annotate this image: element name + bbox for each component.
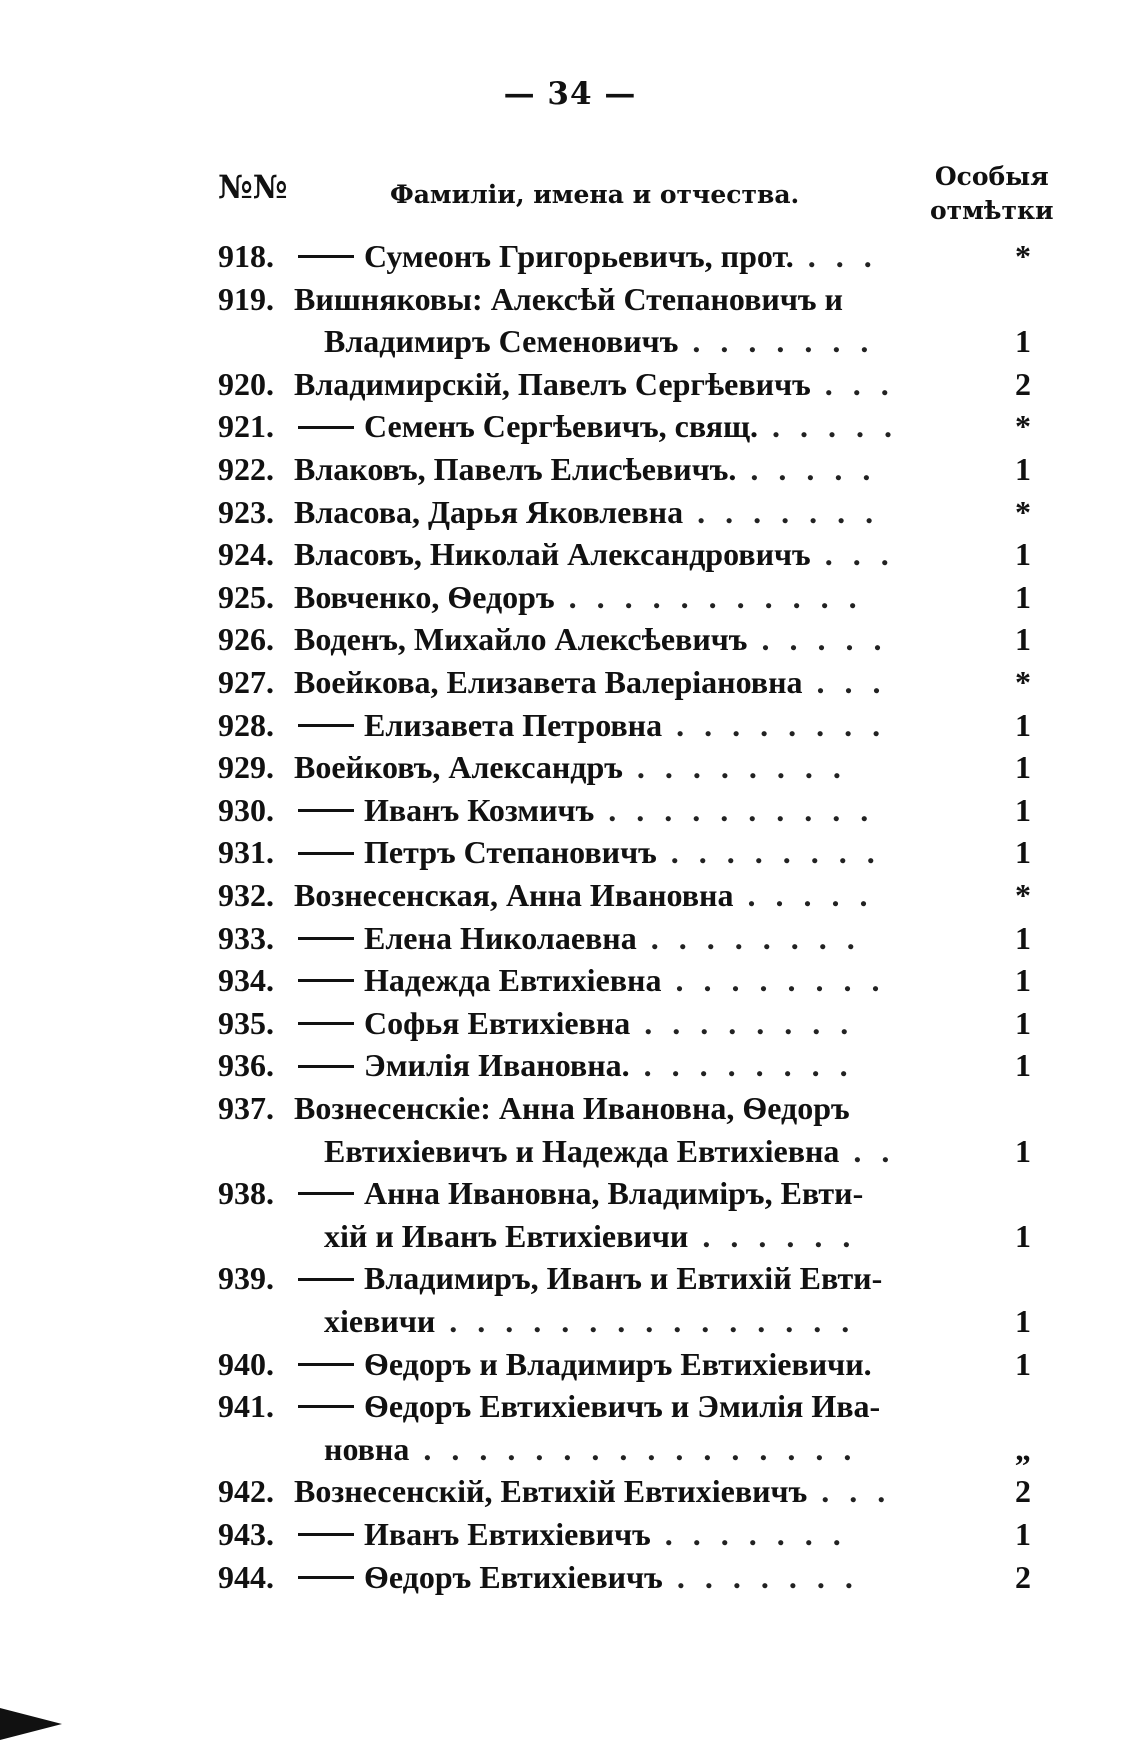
entry-name: Владимирскій, Павелъ Сергѣевичъ	[294, 365, 811, 402]
entry-mark: „	[1015, 1430, 1031, 1467]
entry-mark: 1	[1015, 1047, 1031, 1084]
entry-name: Анна Ивановна, Владиміръ, Евти-	[364, 1175, 864, 1212]
entry-number: 936.	[218, 1047, 274, 1084]
entry-line	[218, 1045, 1040, 1085]
entry-name: Петръ Степановичъ	[364, 834, 657, 871]
entry-line	[218, 1216, 1040, 1256]
entry-line	[218, 1429, 1040, 1469]
dot-leaders: . . .	[807, 1473, 892, 1510]
entry-mark: 1	[1015, 919, 1031, 956]
entry-number: 943.	[218, 1516, 274, 1552]
entry-line	[218, 449, 1040, 489]
ditto-dash	[298, 1192, 354, 1195]
ditto-dash	[298, 1278, 354, 1281]
page-arrow-mark	[0, 1708, 62, 1740]
entry-text	[324, 1429, 996, 1469]
entry-text	[294, 747, 996, 787]
entry-number: 926.	[218, 621, 274, 658]
entry-number: 924.	[218, 536, 274, 573]
entry-name: Евтихіевичъ и Надежда Евтихіевна	[324, 1132, 840, 1169]
entry-name: Вознесенскіе: Анна Ивановна, Ѳедоръ	[294, 1090, 850, 1126]
dot-leaders: . . .	[810, 365, 895, 402]
entry-text	[294, 406, 996, 446]
ditto-dash	[298, 724, 354, 727]
entry-name: Воейковъ, Александръ	[294, 749, 623, 786]
dot-leaders: . . .	[802, 664, 887, 700]
dot-leaders: . . . . . . . . . .	[594, 791, 875, 828]
entry-name: Ѳедоръ Евтихіевичъ	[364, 1558, 663, 1595]
entry-mark: *	[1015, 664, 1031, 700]
entry-number: 933.	[218, 919, 274, 956]
entry-name: Софья Евтихіевна	[364, 1004, 631, 1041]
entry-text	[324, 1216, 996, 1256]
entry-mark: 1	[1015, 706, 1031, 743]
entry-text	[294, 534, 996, 574]
entry-name: Влаковъ, Павелъ Елисѣевичъ.	[294, 451, 737, 487]
ditto-dash	[298, 809, 354, 812]
entry-mark: 1	[1015, 834, 1031, 871]
entry-name: Вознесенская, Анна Ивановна	[294, 877, 734, 913]
entry-line	[218, 619, 1040, 659]
entry-number: 941.	[218, 1388, 274, 1425]
entry-line	[218, 918, 1040, 958]
entry-number: 923.	[218, 493, 274, 530]
entry-mark: 1	[1015, 962, 1031, 999]
entry-text	[294, 662, 996, 702]
entry-number: 934.	[218, 962, 274, 999]
entry-text	[294, 1344, 996, 1384]
entry-mark: 1	[1015, 621, 1031, 658]
entry-name: Ѳедоръ и Владимиръ Евтихіевичи.	[364, 1345, 872, 1382]
dot-leaders: . . . . .	[733, 877, 874, 913]
entry-mark: 1	[1015, 749, 1031, 786]
entry-line	[218, 236, 1040, 276]
entry-name: Надежда Евтихіевна	[364, 962, 662, 999]
dot-leaders: . . . . . . . .	[636, 919, 861, 956]
entry-name: Сумеонъ Григорьевичъ, прот.	[364, 238, 794, 274]
dot-leaders: . . . . . . . .	[622, 749, 847, 786]
dot-leaders: . . . . . . . .	[630, 1004, 855, 1041]
dot-leaders: . . . . . . .	[683, 493, 880, 530]
entry-line	[218, 662, 1040, 702]
entry-text	[294, 1471, 996, 1511]
entry-text	[324, 1131, 996, 1171]
ditto-dash	[298, 979, 354, 982]
entry-number: 927.	[218, 664, 274, 700]
entry-number: 940.	[218, 1345, 274, 1382]
entry-line	[218, 705, 1040, 745]
entry-text	[294, 279, 996, 319]
entry-mark: 1	[1015, 791, 1031, 828]
entry-name: Власова, Дарья Яковлевна	[294, 493, 684, 530]
dot-leaders: . . . . .	[747, 621, 888, 658]
entry-text	[294, 236, 996, 276]
entry-text	[324, 321, 996, 361]
dot-leaders: . . .	[793, 238, 878, 274]
ditto-dash	[298, 1405, 354, 1408]
entry-text	[294, 1557, 996, 1597]
entry-mark: 2	[1015, 1558, 1031, 1595]
dot-leaders: . .	[839, 1132, 896, 1169]
entry-mark: 1	[1015, 1132, 1031, 1169]
entry-line	[218, 875, 1040, 915]
entry-name: Иванъ Козмичъ	[364, 791, 595, 828]
entry-number: 938.	[218, 1175, 274, 1212]
entry-number: 928.	[218, 706, 274, 743]
entry-line	[218, 1301, 1040, 1341]
entry-name: Иванъ Евтихіевичъ	[364, 1516, 651, 1552]
entry-mark: 1	[1015, 1303, 1031, 1339]
entry-mark: *	[1015, 493, 1031, 530]
entry-text	[294, 918, 996, 958]
dot-leaders: . . . . . . . .	[629, 1047, 854, 1084]
entry-text	[324, 1301, 996, 1341]
entry-line	[218, 577, 1040, 617]
entry-mark: 1	[1015, 451, 1031, 487]
entry-text	[294, 364, 996, 404]
entry-name: новна	[324, 1430, 410, 1467]
entry-mark: *	[1015, 238, 1031, 274]
entry-text	[294, 1514, 996, 1554]
entry-number: 942.	[218, 1473, 274, 1510]
entry-line	[218, 1131, 1040, 1171]
entry-text	[294, 1003, 996, 1043]
entry-mark: 1	[1015, 1345, 1031, 1382]
entry-number: 918.	[218, 238, 274, 274]
entry-text	[294, 1045, 996, 1085]
dot-leaders: . . . . . . . .	[662, 706, 887, 743]
entry-name: Власовъ, Николай Александровичъ	[294, 536, 811, 573]
entry-number: 931.	[218, 834, 274, 871]
entry-text	[294, 1386, 996, 1426]
notes-header-line2: отмѣтки	[930, 196, 1054, 225]
entry-line	[218, 1173, 1040, 1213]
entry-name: Воденъ, Михайло Алексѣевичъ	[294, 621, 748, 658]
entry-number: 921.	[218, 408, 274, 445]
entry-line	[218, 747, 1040, 787]
entry-line	[218, 1003, 1040, 1043]
entry-number: 929.	[218, 749, 274, 786]
entry-mark: 2	[1015, 1473, 1031, 1510]
entry-name: хій и Иванъ Евтихіевичи	[324, 1217, 689, 1254]
entry-line	[218, 1557, 1040, 1597]
entry-line	[218, 534, 1040, 574]
dot-leaders: . . . . . . . . . . . . . . . .	[409, 1430, 858, 1467]
entry-name: Елизавета Петровна	[364, 706, 663, 743]
entry-line	[218, 1386, 1040, 1426]
entry-number: 935.	[218, 1004, 274, 1041]
entry-name: Воейкова, Елизавета Валеріановна	[294, 664, 803, 700]
number-column-header: №№	[218, 168, 288, 206]
ditto-dash	[298, 1022, 354, 1025]
dot-leaders: . . . . . . .	[650, 1516, 847, 1552]
dot-leaders: . . . . .	[758, 408, 899, 445]
dot-leaders: . . . . . . . .	[656, 834, 881, 871]
entry-mark: 1	[1015, 1004, 1031, 1041]
entry-text	[294, 875, 996, 915]
ditto-dash	[298, 426, 354, 429]
entry-text	[294, 1173, 996, 1213]
page-number: — 34 —	[503, 76, 637, 112]
dot-leaders: . . . . . . .	[678, 323, 875, 360]
entry-number: 944.	[218, 1558, 274, 1595]
entry-number: 920.	[218, 365, 274, 402]
entry-line	[218, 960, 1040, 1000]
entry-text	[294, 449, 996, 489]
entry-text	[294, 619, 996, 659]
entry-line	[218, 1088, 1040, 1128]
entry-text	[294, 1088, 996, 1128]
entry-line	[218, 1258, 1040, 1298]
entry-line	[218, 1514, 1040, 1554]
entry-line	[218, 321, 1040, 361]
entry-number: 919.	[218, 280, 274, 317]
entry-name: хіевичи	[324, 1303, 436, 1339]
dot-leaders: . . . . . . . . . . . . . . .	[435, 1303, 856, 1339]
dot-leaders: . . . . . . .	[662, 1558, 859, 1595]
entry-number: 939.	[218, 1260, 274, 1297]
entry-mark: 1	[1015, 536, 1031, 573]
entry-line	[218, 492, 1040, 532]
entry-number: 932.	[218, 877, 274, 913]
entry-line	[218, 1471, 1040, 1511]
ditto-dash	[298, 852, 354, 855]
entry-number: 925.	[218, 578, 274, 615]
entry-name: Владимиръ, Иванъ и Евтихій Евти-	[364, 1260, 883, 1297]
ditto-dash	[298, 1065, 354, 1068]
entry-number: 922.	[218, 451, 274, 487]
entry-mark: 1	[1015, 323, 1031, 360]
entry-text	[294, 705, 996, 745]
dot-leaders: . . . . .	[736, 451, 877, 487]
ditto-dash	[298, 1363, 354, 1366]
entry-name: Елена Николаевна	[364, 919, 637, 956]
dot-leaders: . . . . . . . .	[661, 962, 886, 999]
entry-line	[218, 279, 1040, 319]
notes-header-line1: Особыя	[934, 162, 1049, 191]
entry-name: Вишняковы: Алексѣй Степановичъ и	[294, 280, 843, 317]
ditto-dash	[298, 937, 354, 940]
entry-mark: 1	[1015, 1217, 1031, 1254]
entry-line	[218, 790, 1040, 830]
entry-mark: 1	[1015, 1516, 1031, 1552]
entry-text	[294, 1258, 996, 1298]
names-column-header: Фамиліи, имена и отчества.	[390, 180, 800, 209]
dot-leaders: . . . . . . . . . . .	[554, 578, 863, 615]
entry-text	[294, 832, 996, 872]
entry-number: 937.	[218, 1090, 274, 1126]
entry-text	[294, 577, 996, 617]
entry-name: Семенъ Сергѣевичъ, свящ.	[364, 408, 759, 445]
entry-mark: *	[1015, 877, 1031, 913]
dot-leaders: . . .	[810, 536, 895, 573]
dot-leaders: . . . . . .	[688, 1217, 857, 1254]
ditto-dash	[298, 1576, 354, 1579]
ditto-dash	[298, 1533, 354, 1536]
entry-line	[218, 1344, 1040, 1384]
entry-mark: 2	[1015, 365, 1031, 402]
entry-number: 930.	[218, 791, 274, 828]
entry-line	[218, 406, 1040, 446]
entry-name: Вознесенскій, Евтихій Евтихіевичъ	[294, 1473, 808, 1510]
entry-name: Владимиръ Семеновичъ	[324, 323, 679, 360]
ditto-dash	[298, 255, 354, 258]
entry-text	[294, 790, 996, 830]
entry-mark: *	[1015, 408, 1031, 445]
entry-name: Ѳедоръ Евтихіевичъ и Эмилія Ива-	[364, 1388, 881, 1425]
entry-text	[294, 492, 996, 532]
entry-line	[218, 364, 1040, 404]
entry-mark: 1	[1015, 578, 1031, 615]
entry-name: Эмилія Ивановна.	[364, 1047, 630, 1084]
entry-line	[218, 832, 1040, 872]
entry-name: Вовченко, Ѳедоръ	[294, 578, 555, 615]
entry-text	[294, 960, 996, 1000]
